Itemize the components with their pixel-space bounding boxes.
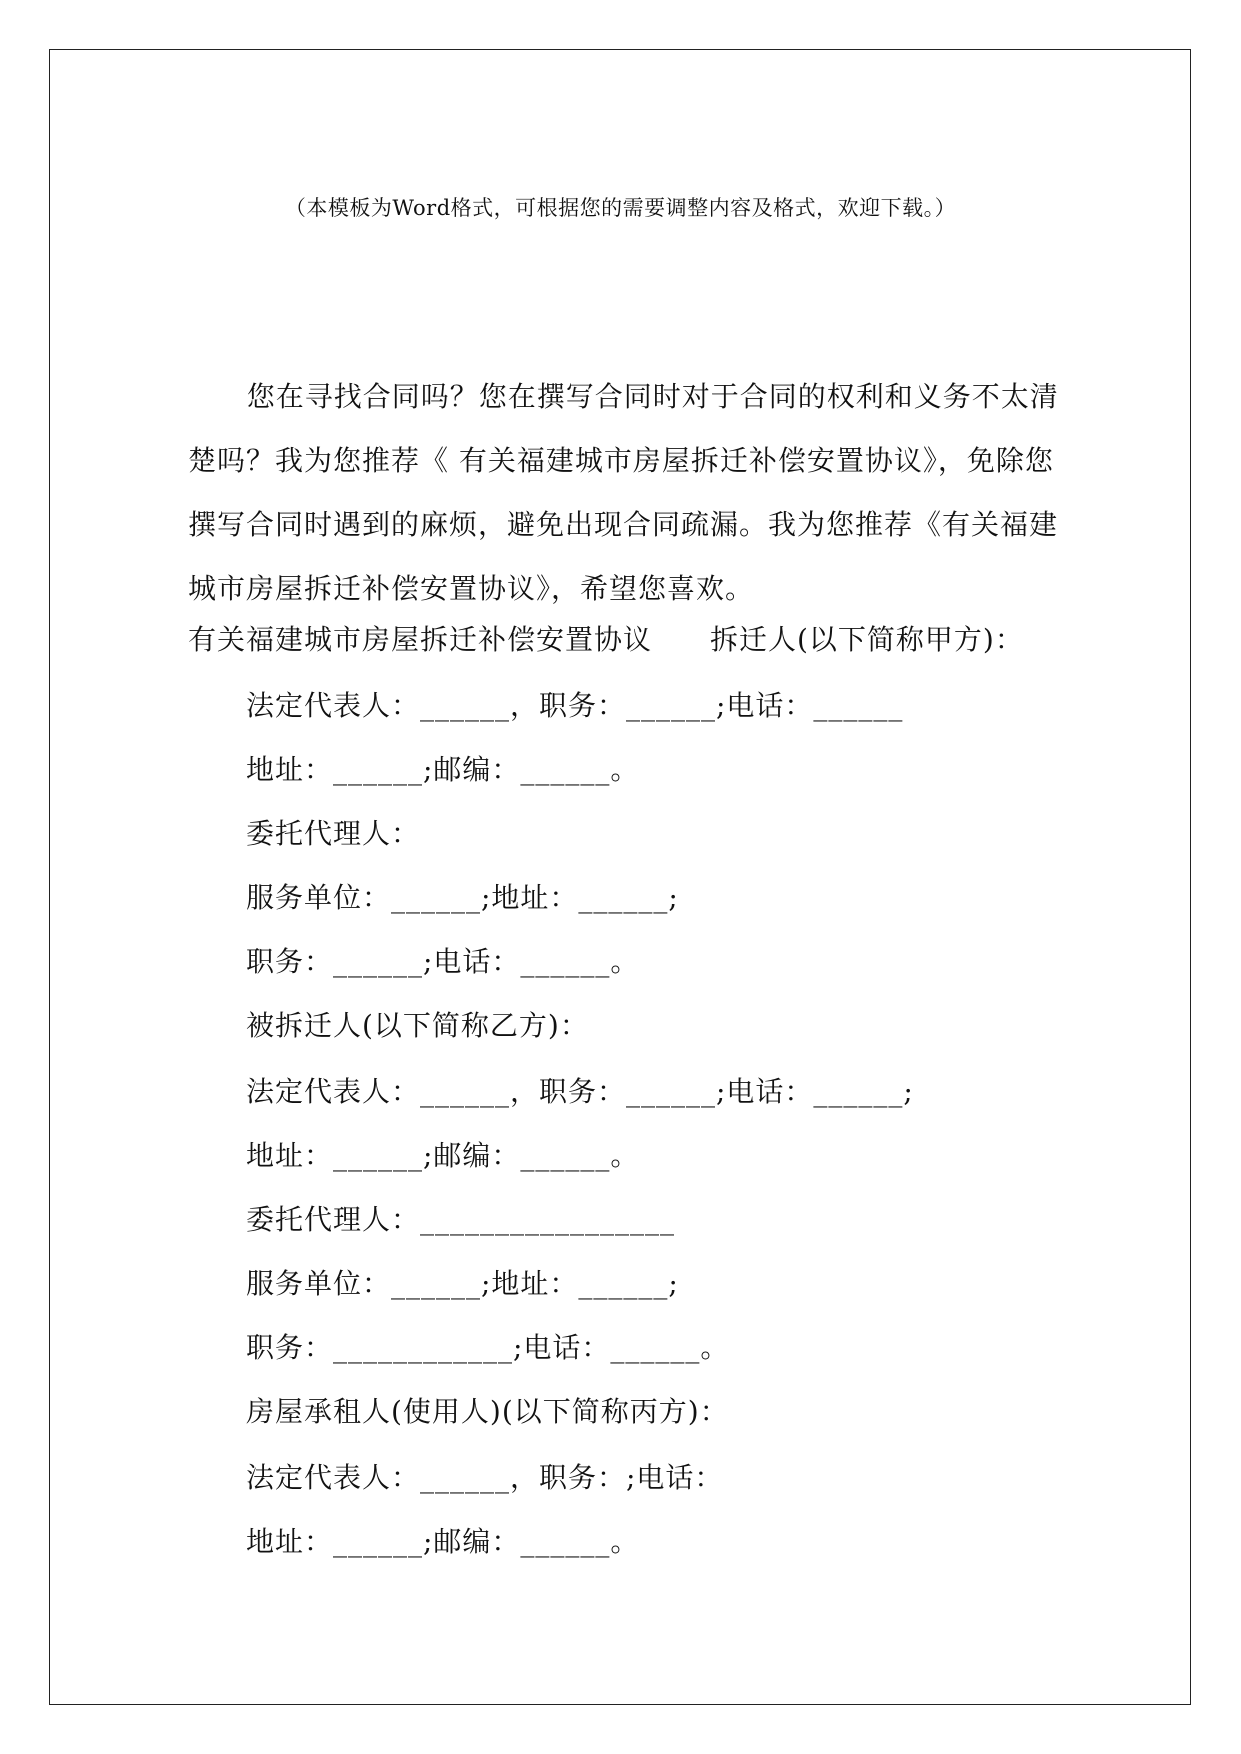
party-a-representative: 法定代表人：______，职务：______;电话：______ <box>246 689 904 722</box>
party-b-position: 职务：____________;电话：______。 <box>246 1331 730 1364</box>
party-c-representative: 法定代表人：______，职务：;电话： <box>246 1461 724 1494</box>
template-note: （本模板为Word格式，可根据您的需要调整内容及格式，欢迎下载。） <box>284 196 957 220</box>
party-a-position: 职务：______;电话：______。 <box>246 945 640 978</box>
party-a-address: 地址：______;邮编：______。 <box>246 753 640 786</box>
page-border <box>49 49 1191 1705</box>
intro-paragraph: 您在寻找合同吗？您在撰写合同时对于合同的权利和义务不太清楚吗？我为您推荐《 有关福建城市房屋拆迁补偿安置协议》，免除您撰写合同时遇到的麻烦，避免出现合同疏漏。我为您推荐《有关福建城市房屋拆迁补偿安置协议》，希望您喜欢。 <box>188 380 1059 605</box>
party-b-address: 地址：______;邮编：______。 <box>246 1139 640 1172</box>
party-c-address: 地址：______;邮编：______。 <box>246 1525 640 1558</box>
party-a-agent: 委托代理人： <box>246 817 421 850</box>
party-b-heading: 被拆迁人(以下简称乙方)： <box>246 1009 589 1042</box>
party-a-work-unit: 服务单位：______;地址：______; <box>246 881 679 914</box>
party-c-heading: 房屋承租人(使用人)(以下简称丙方)： <box>246 1395 729 1428</box>
party-b-representative: 法定代表人：______，职务：______;电话：______; <box>246 1075 914 1108</box>
agreement-title-line: 有关福建城市房屋拆迁补偿安置协议 拆迁人(以下简称甲方)： <box>188 623 1024 656</box>
party-b-agent: 委托代理人：_________________ <box>246 1203 676 1236</box>
party-b-work-unit: 服务单位：______;地址：______; <box>246 1267 679 1300</box>
